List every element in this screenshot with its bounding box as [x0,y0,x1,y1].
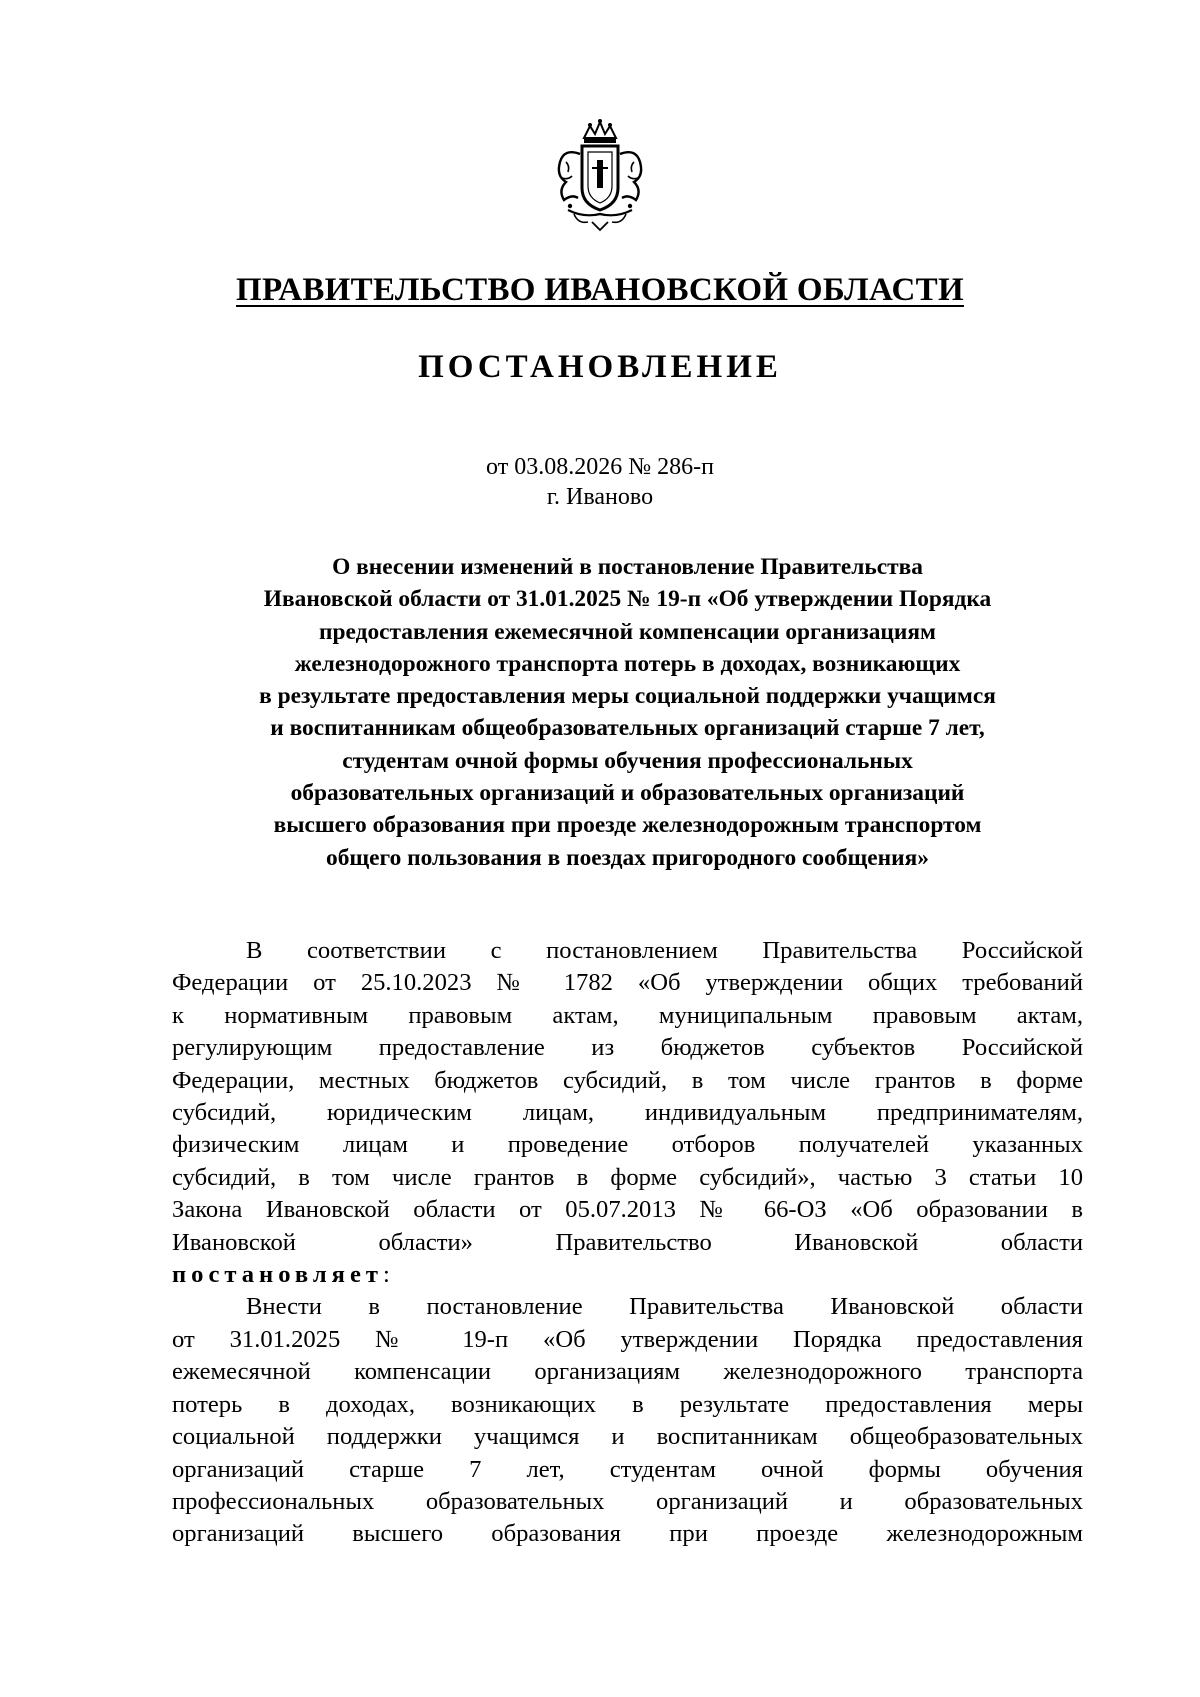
body-line: Федерации, местных бюджетов субсидий, в том числе грантов в форме [172,1066,1083,1094]
body-line: Федерации от 25.10.2023 № 1782 «Об утверждении общих требований [172,969,1083,997]
body-line: организаций старше 7 лет, студентам очной формы обучения [172,1455,1083,1483]
body-line: Внести в постановление Правительства Ивановской области [246,1293,1083,1321]
document-subject [170,551,1085,874]
body-line: к нормативным правовым актам, муниципальным правовым актам, [172,1001,1083,1029]
body-line: физическим лицам и проведение отборов получателей указанных [172,1131,1083,1159]
document-meta [0,452,1200,512]
subject-line: О внесении изменений в постановление Правительства [332,554,923,580]
subject-line: общего пользования в поездах пригородного сообщения» [326,844,929,871]
subject-line: образовательных организаций и образовательных организаций [290,780,965,807]
body-line: регулирующим предоставление из бюджетов субъектов Российской [172,1034,1083,1062]
body-line: Ивановской области» Правительство Ивановской области [172,1228,1083,1256]
subject-line: предоставления ежемесячной компенсации организациям [319,618,936,645]
body-line: Закона Ивановской области от 05.07.2013 № 66-ОЗ «Об образовании в [172,1196,1083,1224]
document-date-number: от 03.08.2026 № 286-п [486,454,714,480]
resolves-punct: : [382,1261,390,1289]
resolves-word: постановляет [172,1261,383,1289]
document-body [172,935,1083,1551]
subject-line: и воспитанникам общеобразовательных организаций старше 7 лет, [270,715,985,742]
body-line: профессиональных образовательных организаций и образовательных [172,1487,1083,1515]
body-line: от 31.01.2025 № 19-п «Об утверждении Порядка предоставления [172,1325,1083,1353]
subject-line: студентам очной формы обучения профессиональных [342,747,913,774]
body-line: субсидий, в том числе грантов в форме субсидий», частью 3 статьи 10 [172,1163,1083,1191]
coat-of-arms-icon [548,118,652,232]
body-line: В соответствии с постановлением Правительства Российской [246,937,1083,964]
body-line: социальной поддержки учащимся и воспитанникам общеобразовательных [172,1423,1083,1451]
subject-line: железнодорожного транспорта потерь в доходах, возникающих [294,650,961,677]
organization-title: ПРАВИТЕЛЬСТВО ИВАНОВСКОЙ ОБЛАСТИ [236,272,964,308]
document-type: ПОСТАНОВЛЕНИЕ [418,349,782,385]
body-line: ежемесячной компенсации организациям железнодорожного транспорта [172,1358,1083,1386]
document-city: г. Иваново [546,484,654,510]
subject-line: высшего образования при проезде железнодорожным транспортом [273,812,982,839]
body-line: субсидий, юридическим лицам, индивидуальным предпринимателям, [172,1099,1083,1127]
body-line: организаций высшего образования при проезде железнодорожным [172,1520,1083,1548]
resolves-line [172,1259,1083,1291]
subject-line: в результате предоставления меры социальной поддержки учащимся [259,683,996,710]
subject-line: Ивановской области от 31.01.2025 № 19-п «Об утверждении Порядка [263,586,992,613]
body-line: потерь в доходах, возникающих в результате предоставления меры [172,1390,1083,1418]
